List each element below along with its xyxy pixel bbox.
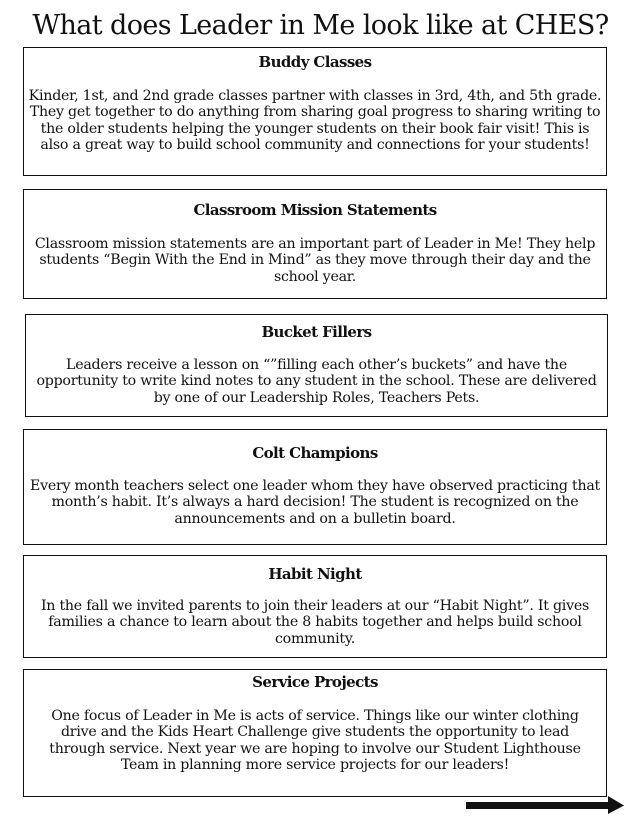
section-colt-champions xyxy=(23,429,607,545)
section-habit-night xyxy=(23,555,607,658)
page-title: What does Leader in Me look like at CHES? xyxy=(32,10,609,41)
section-body: Leaders receive a lesson on “”filling each other’s buckets” and have the opportunity to write kind notes to any student in the school. These are delivered by one of our Leadership Roles, Teachers Pets. xyxy=(36,357,597,406)
section-heading: Service Projects xyxy=(252,673,378,691)
right-arrow-icon xyxy=(466,796,626,814)
section-body: Kinder, 1st, and 2nd grade classes partner with classes in 3rd, 4th, and 5th grade. They get together to do anything from sharing goal progress to sharing writing to the older students helping the younger students on their book fair visit! This is also a great way to build school community and connections for your students! xyxy=(28,88,602,154)
section-heading: Habit Night xyxy=(268,565,362,583)
section-body: Classroom mission statements are an important part of Leader in Me! They help students “Begin With the End in Mind” as they move through their day and the school year. xyxy=(34,236,596,285)
section-service-projects xyxy=(23,669,607,797)
section-buddy-classes xyxy=(23,47,607,176)
section-bucket-fillers xyxy=(25,314,608,417)
section-body: Every month teachers select one leader whom they have observed practicing that month’s habit. It’s always a hard decision! The student is recognized on the announcements and on a bulletin board. xyxy=(29,478,601,527)
section-heading: Buddy Classes xyxy=(258,53,372,71)
section-heading: Bucket Fillers xyxy=(261,323,372,341)
section-heading: Classroom Mission Statements xyxy=(193,201,437,219)
section-classroom-mission-statements xyxy=(23,189,607,299)
section-heading: Colt Champions xyxy=(252,444,378,462)
section-body: One focus of Leader in Me is acts of service. Things like our winter clothing drive and the Kids Heart Challenge give students the opportunity to lead through service. Next year we are hoping to involve our Student Lighthouse Team in planning more service projects for our leaders! xyxy=(49,708,581,774)
section-body: In the fall we invited parents to join their leaders at our “Habit Night”. It gives families a chance to learn about the 8 habits together and helps build school community. xyxy=(40,598,590,647)
